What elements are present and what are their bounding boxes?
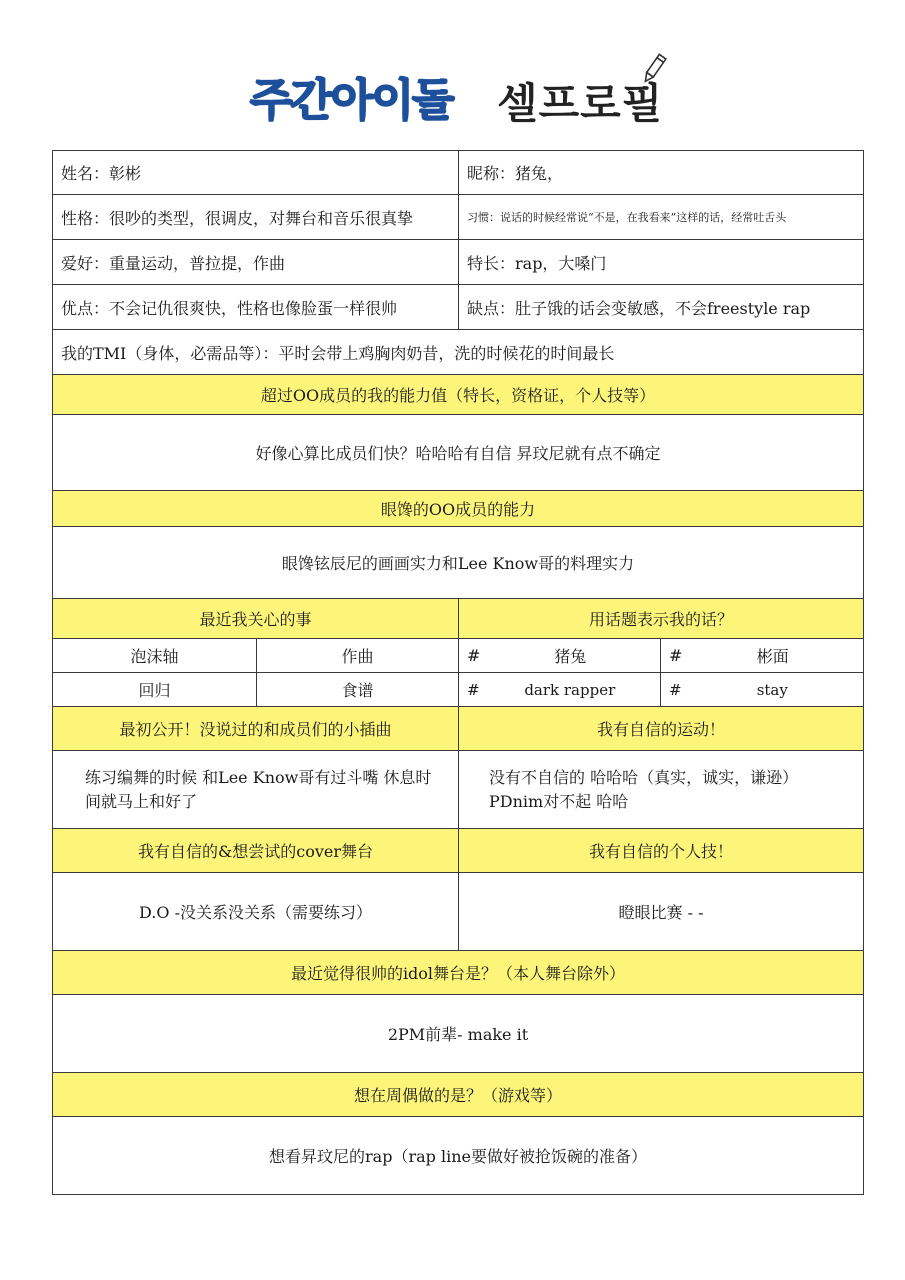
specialty-field: 特长：rap，大嗓门 (458, 240, 863, 284)
sport-answer: 没有不自信的 哈哈哈（真实，诚实，谦逊）PDnim对不起 哈哈 (458, 751, 863, 828)
hashtag-item (660, 673, 863, 706)
sport-header: 我有自信的运动！ (458, 707, 863, 750)
pencil-icon (640, 52, 668, 86)
interest-item: 作曲 (256, 639, 458, 672)
hashtag-symbol: # (467, 646, 481, 665)
want-header-row (52, 1073, 864, 1117)
hashtag-text: 彬面 (756, 647, 789, 666)
cover-header: 我有自信的&想尝试的cover舞台 (138, 842, 373, 861)
personality-field: 性格：很吵的类型，很调皮，对舞台和音乐很真挚 (61, 208, 414, 228)
hashtag-item (458, 673, 660, 706)
hashtag-text: dark rapper (524, 680, 616, 699)
ability-answer: 好像心算比成员们快？哈哈哈有自信 昇玟尼就有点不确定 (255, 444, 661, 463)
strength-field: 优点：不会记仇很爽快，性格也像脸蛋一样很帅 (61, 298, 398, 318)
want-header: 想在周偶做的是？（游戏等） (353, 1086, 562, 1105)
profile-sheet (52, 150, 864, 1195)
page-header (0, 0, 905, 148)
row-hobby-specialty (52, 240, 864, 285)
talent-header: 我有自信的个人技！ (458, 829, 863, 872)
ability-answer-row (52, 415, 864, 491)
envy-header-row (52, 491, 864, 527)
hashtag-item (458, 639, 660, 672)
row-strength-weakness (52, 285, 864, 330)
nickname-field: 昵称：猪兔， (458, 151, 863, 194)
interests-row-1 (52, 639, 864, 673)
tmi-field: 我的TMI（身体，必需品等）：平时会带上鸡胸肉奶昔，洗的时候花的时间最长 (61, 343, 615, 363)
interest-item: 食谱 (256, 673, 458, 706)
hashtag-text: stay (756, 680, 788, 699)
cover-talent-header-row (52, 829, 864, 873)
episode-sport-header-row (52, 707, 864, 751)
envy-header: 眼馋的OO成员的能力 (380, 500, 536, 519)
row-tmi (52, 330, 864, 375)
habit-field: 习惯：说话的时候经常说“不是，在我看来”这样的话，经常吐舌头 (458, 195, 863, 239)
interests-header: 最近我关心的事 (199, 610, 312, 629)
hobby-field: 爱好：重量运动，普拉提，作曲 (61, 253, 286, 273)
weakness-field: 缺点：肚子饿的话会变敏感，不会freestyle rap (458, 285, 863, 329)
episode-answer: 练习编舞的时候 和Lee Know哥有过斗嘴 休息时间就马上和好了 (85, 767, 432, 811)
talent-answer: 瞪眼比赛 - - (458, 873, 863, 950)
envy-answer-row (52, 527, 864, 599)
hashtag-text: 猪兔 (554, 647, 587, 666)
ability-header-row (52, 375, 864, 415)
idol-stage-answer: 2PM前辈- make it (387, 1025, 529, 1044)
interests-row-2 (52, 673, 864, 707)
hashtag-item (660, 639, 863, 672)
idol-stage-answer-row (52, 995, 864, 1073)
hashtag-symbol: # (467, 680, 480, 699)
row-personality-habit (52, 195, 864, 240)
logo-text: 주간아이돌 (250, 75, 453, 126)
interests-hashtags-header-row (52, 599, 864, 639)
cover-answer: D.O -没关系没关系（需要练习） (139, 903, 372, 922)
hashtag-symbol: # (669, 680, 682, 699)
row-name-nickname (52, 150, 864, 195)
interest-item: 泡沫轴 (130, 647, 179, 666)
episode-header: 最初公开！没说过的和成员们的小插曲 (119, 720, 392, 739)
interest-item: 回归 (138, 681, 171, 700)
envy-answer: 眼馋铉辰尼的画画实力和Lee Know哥的料理实力 (281, 554, 635, 573)
idol-stage-header-row (52, 951, 864, 995)
hashtags-header: 用话题表示我的话？ (458, 599, 863, 638)
want-answer-row (52, 1117, 864, 1195)
idol-stage-header: 最近觉得很帅的idol舞台是？（本人舞台除外） (290, 964, 626, 983)
episode-sport-answer-row (52, 751, 864, 829)
ability-header: 超过OO成员的我的能力值（特长，资格证，个人技等） (260, 386, 656, 405)
self-profile-title: 셀프로필 (497, 79, 664, 128)
hashtag-symbol: # (669, 646, 683, 665)
name-field: 姓名：彰彬 (61, 164, 142, 183)
want-answer: 想看昇玟尼的rap（rap line要做好被抢饭碗的准备） (269, 1147, 647, 1166)
cover-talent-answer-row (52, 873, 864, 951)
weekly-idol-logo (250, 60, 490, 138)
